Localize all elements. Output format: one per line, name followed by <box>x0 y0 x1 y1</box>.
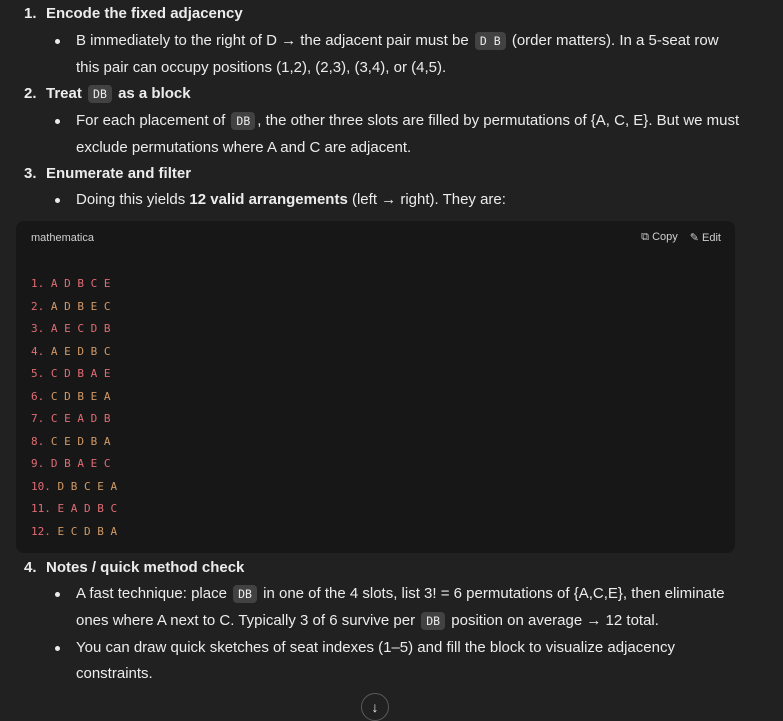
paragraph-line: For each placement of DB , the other three slots are filled by permutations of {A, C, E}. But we must <box>76 112 740 129</box>
code-line-number: 2. <box>31 299 45 313</box>
code-line-number: 7. <box>31 412 45 425</box>
arrow-down-icon: ↓ <box>371 699 379 715</box>
code-line-sequence: C E A D B <box>50 412 111 425</box>
paragraph-line: exclude permutations where A and C are adjacent. <box>76 139 412 156</box>
code-line-sequence: A D B C E <box>50 277 111 290</box>
code-line-sequence: C E D B A <box>50 434 111 448</box>
code-line-sequence: A E D B C <box>50 344 111 358</box>
code-line-sequence: D B C E A <box>57 479 118 493</box>
code-line-sequence: C D B A E <box>50 367 111 380</box>
inline-code: DB <box>233 585 257 603</box>
bullet-dot <box>55 638 63 658</box>
bullet-dot <box>55 111 63 131</box>
code-line <box>31 318 117 341</box>
code-line-sequence: C D B E A <box>50 389 111 403</box>
scroll-to-bottom-button[interactable] <box>361 693 389 721</box>
paragraph-line: A fast technique: place DB in one of the 4 slots, list 3! = 6 permutations of {A,C,E}, then eliminate <box>76 585 725 602</box>
code-line <box>31 453 117 476</box>
section-number: 2. <box>24 85 37 102</box>
bullet-dot <box>55 584 63 604</box>
bullet-dot <box>55 31 63 51</box>
code-line <box>31 273 117 296</box>
paragraph-line: You can draw quick sketches of seat indexes (1–5) and fill the block to visualize adjacency <box>76 639 675 656</box>
code-actions <box>641 231 721 244</box>
code-line <box>31 476 117 499</box>
code-content <box>31 273 117 543</box>
inline-code: DB <box>88 85 112 103</box>
code-line-number: 12. <box>31 524 51 538</box>
paragraph-line: Doing this yields 12 valid arrangements (left → right). They are: <box>76 191 506 208</box>
code-block <box>16 221 735 553</box>
paragraph-line: ones where A next to C. Typically 3 of 6 survive per DB position on average → 12 total. <box>76 612 659 629</box>
code-line-number: 3. <box>31 322 45 335</box>
section-number: 3. <box>24 165 37 182</box>
copy-button[interactable]: ⧉ Copy <box>641 231 678 243</box>
section-number: 4. <box>24 559 37 576</box>
code-line-number: 10. <box>31 479 51 493</box>
bold-text: 12 valid arrangements <box>189 191 348 208</box>
code-line-number: 9. <box>31 457 45 470</box>
code-line-sequence: D B A E C <box>50 457 111 470</box>
section-number: 1. <box>24 5 37 22</box>
code-line <box>31 521 117 544</box>
code-line-number: 6. <box>31 389 45 403</box>
code-line-sequence: E A D B C <box>57 502 118 515</box>
code-line-sequence: A D B E C <box>50 299 111 313</box>
section-heading-2: 2. Treat DB as a block <box>24 85 191 102</box>
paragraph-line: B immediately to the right of D → the adjacent pair must be D B (order matters). In a 5-seat row <box>76 32 719 49</box>
code-line <box>31 363 117 386</box>
code-line <box>31 296 117 319</box>
code-line-number: 1. <box>31 277 45 290</box>
code-line-number: 8. <box>31 434 45 448</box>
inline-code: DB <box>231 112 255 130</box>
section-title: Enumerate and filter <box>46 165 192 182</box>
code-line-number: 5. <box>31 367 45 380</box>
section-title: Encode the fixed adjacency <box>46 5 243 22</box>
code-line <box>31 341 117 364</box>
code-language-label: mathematica <box>31 232 94 244</box>
section-title: Notes / quick method check <box>46 559 245 576</box>
copy-icon: ⧉ <box>641 231 649 243</box>
code-line <box>31 498 117 521</box>
paragraph-line: constraints. <box>76 665 153 682</box>
edit-icon: ✎ <box>689 232 699 244</box>
edit-button[interactable]: ✎ Edit <box>689 232 721 244</box>
section-heading-3 <box>24 164 191 184</box>
code-line-sequence: E C D B A <box>57 524 118 538</box>
code-line-number: 11. <box>31 502 51 515</box>
inline-code: DB <box>421 612 445 630</box>
bullet-dot <box>55 190 63 210</box>
code-line-sequence: A E C D B <box>50 322 111 335</box>
inline-code: D B <box>475 32 506 50</box>
code-line <box>31 386 117 409</box>
code-line-number: 4. <box>31 344 45 358</box>
code-line <box>31 431 117 454</box>
code-line <box>31 408 117 431</box>
section-heading-1 <box>24 4 243 24</box>
section-heading-4 <box>24 558 244 578</box>
paragraph-line: this pair can occupy positions (1,2), (2,3), (3,4), or (4,5). <box>76 59 447 76</box>
